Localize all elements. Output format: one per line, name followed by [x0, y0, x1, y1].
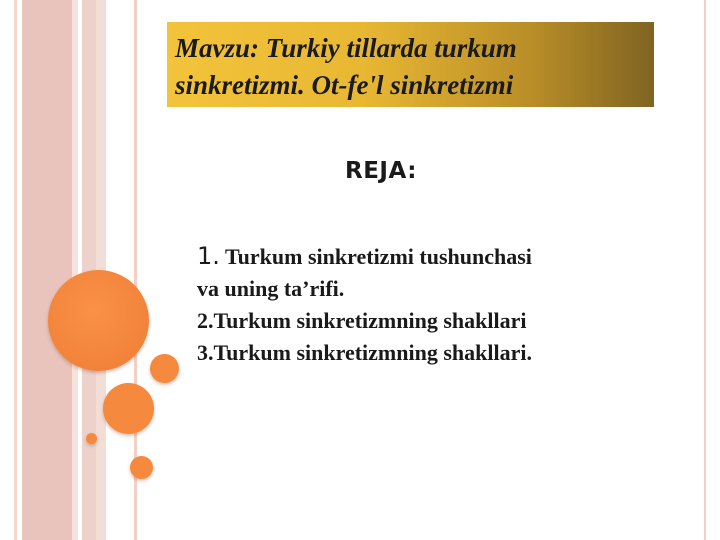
- decorative-circle-medium: [103, 383, 154, 434]
- decorative-stripe: [72, 0, 78, 540]
- plan-item-1-number: 1.: [197, 242, 220, 270]
- decorative-stripe-right: [704, 0, 706, 540]
- decorative-circle: [150, 354, 179, 383]
- plan-list: [197, 240, 637, 369]
- slide-title: [175, 30, 646, 104]
- title-line-2: sinkretizmi. Ot-fe'l sinkretizmi: [175, 70, 514, 100]
- plan-item-2: 2.Turkum sinkretizmning shakllari: [197, 308, 527, 333]
- plan-item-1-text: Turkum sinkretizmi tushunchasi: [219, 244, 532, 269]
- decorative-circle-large: [48, 270, 149, 371]
- decorative-circle: [130, 456, 153, 479]
- plan-item-3: 3.Turkum sinkretizmning shakllari.: [197, 340, 532, 365]
- decorative-stripe: [22, 0, 72, 540]
- title-line-1: Mavzu: Turkiy tillarda turkum: [175, 33, 517, 63]
- decorative-circle-small: [86, 433, 97, 444]
- title-box: [167, 22, 654, 107]
- decorative-stripe: [14, 0, 17, 540]
- plan-item-1-continued: va uning ta’rifi.: [197, 276, 345, 301]
- plan-heading: REJA:: [345, 158, 417, 184]
- plan-item-1: [197, 240, 637, 273]
